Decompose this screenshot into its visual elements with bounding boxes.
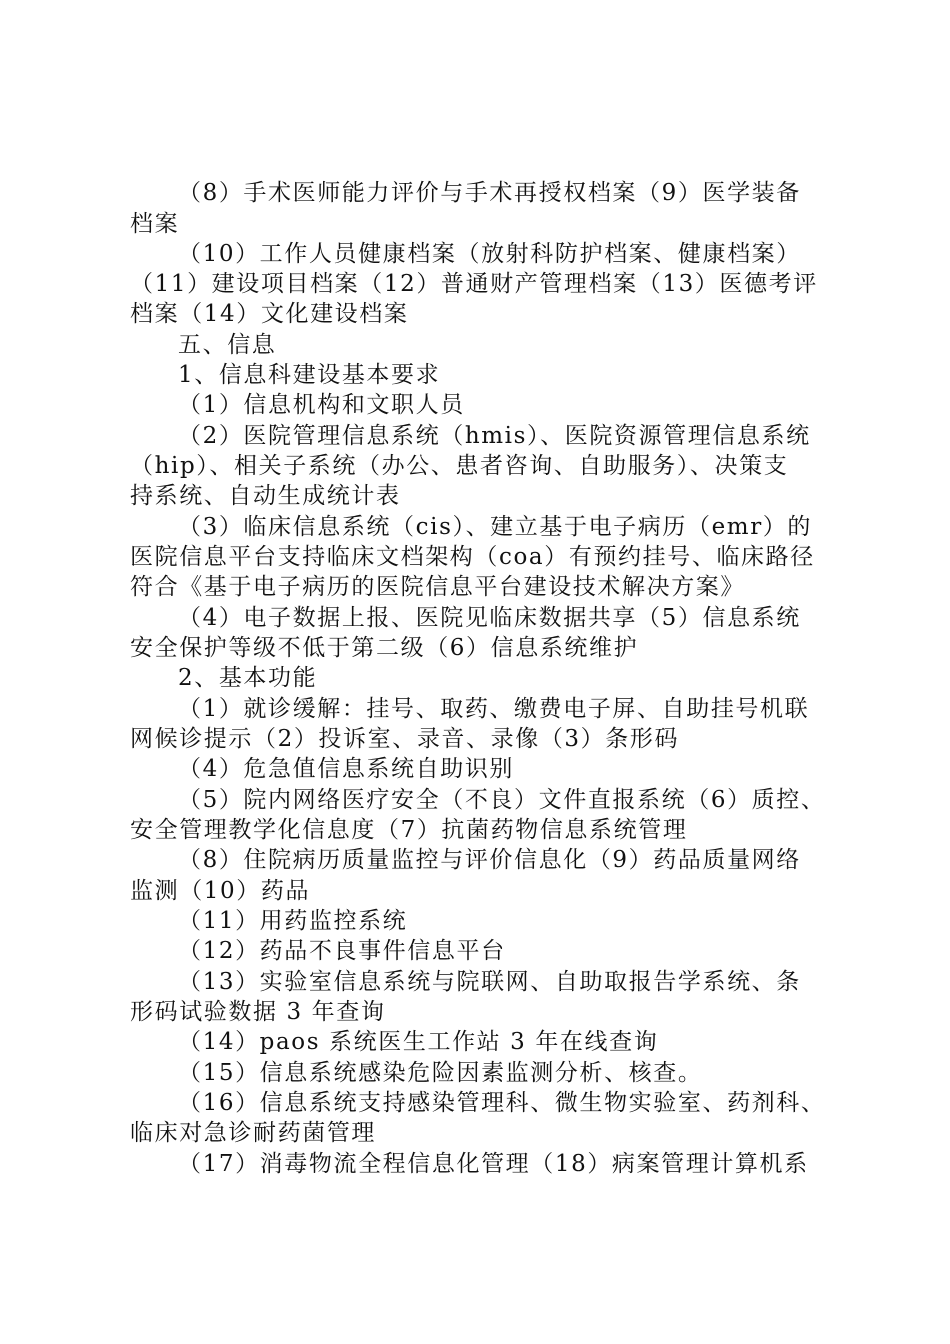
text-line: 档案 — [130, 211, 180, 237]
text-line: （17）消毒物流全程信息化管理（18）病案管理计算机系 — [178, 1151, 809, 1177]
text-line: （5）院内网络医疗安全（不良）文件直报系统（6）质控、 — [178, 787, 826, 813]
text-line: （15）信息系统感染危险因素监测分析、核查。 — [178, 1060, 703, 1086]
section-heading: 五、信息 — [178, 332, 277, 358]
text-line: （4）危急值信息系统自助识别 — [178, 756, 515, 782]
text-line: （1）信息机构和文职人员 — [178, 392, 465, 418]
text-line: （hip）、相关子系统（办公、患者咨询、自助服务）、决策支 — [130, 453, 789, 479]
text-line: 医院信息平台支持临床文档架构（coa）有预约挂号、临床路径 — [130, 544, 815, 570]
text-line: 形码试验数据 3 年查询 — [130, 999, 386, 1025]
text-line: 持系统、自动生成统计表 — [130, 483, 401, 509]
text-line: （8）手术医师能力评价与手术再授权档案（9）医学装备 — [178, 180, 801, 206]
text-line: 临床对急诊耐药菌管理 — [130, 1120, 376, 1146]
text-line: （8）住院病历质量监控与评价信息化（9）药品质量网络 — [178, 847, 801, 873]
text-line: （4）电子数据上报、医院见临床数据共享（5）信息系统 — [178, 605, 801, 631]
text-line: 符合《基于电子病历的医院信息平台建设技术解决方案》 — [130, 574, 745, 600]
subsection-heading: 2、基本功能 — [178, 665, 318, 691]
text-line: （10）工作人员健康档案（放射科防护档案、健康档案） — [178, 241, 801, 267]
text-line: 安全管理教学化信息度（7）抗菌药物信息系统管理 — [130, 817, 688, 843]
text-line: （12）药品不良事件信息平台 — [178, 938, 506, 964]
text-line: （13）实验室信息系统与院联网、自助取报告学系统、条 — [178, 969, 801, 995]
text-line: （3）临床信息系统（cis）、建立基于电子病历（emr）的 — [178, 514, 812, 540]
text-line: （14）paos 系统医生工作站 3 年在线查询 — [178, 1029, 659, 1055]
text-line: （11）用药监控系统 — [178, 908, 408, 934]
text-line: （16）信息系统支持感染管理科、微生物实验室、药剂科、 — [178, 1090, 826, 1116]
text-line: （1）就诊缓解：挂号、取药、缴费电子屏、自助挂号机联 — [178, 696, 810, 722]
text-line: 档案（14）文化建设档案 — [130, 301, 409, 327]
subsection-heading: 1、信息科建设基本要求 — [178, 362, 441, 388]
text-line: 安全保护等级不低于第二级（6）信息系统维护 — [130, 635, 639, 661]
text-line: 网候诊提示（2）投诉室、录音、录像（3）条形码 — [130, 726, 680, 752]
text-line: 监测（10）药品 — [130, 878, 311, 904]
text-line: （2）医院管理信息系统（hmis）、医院资源管理信息系统 — [178, 423, 811, 449]
text-line: （11）建设项目档案（12）普通财产管理档案（13）医德考评 — [130, 271, 818, 297]
